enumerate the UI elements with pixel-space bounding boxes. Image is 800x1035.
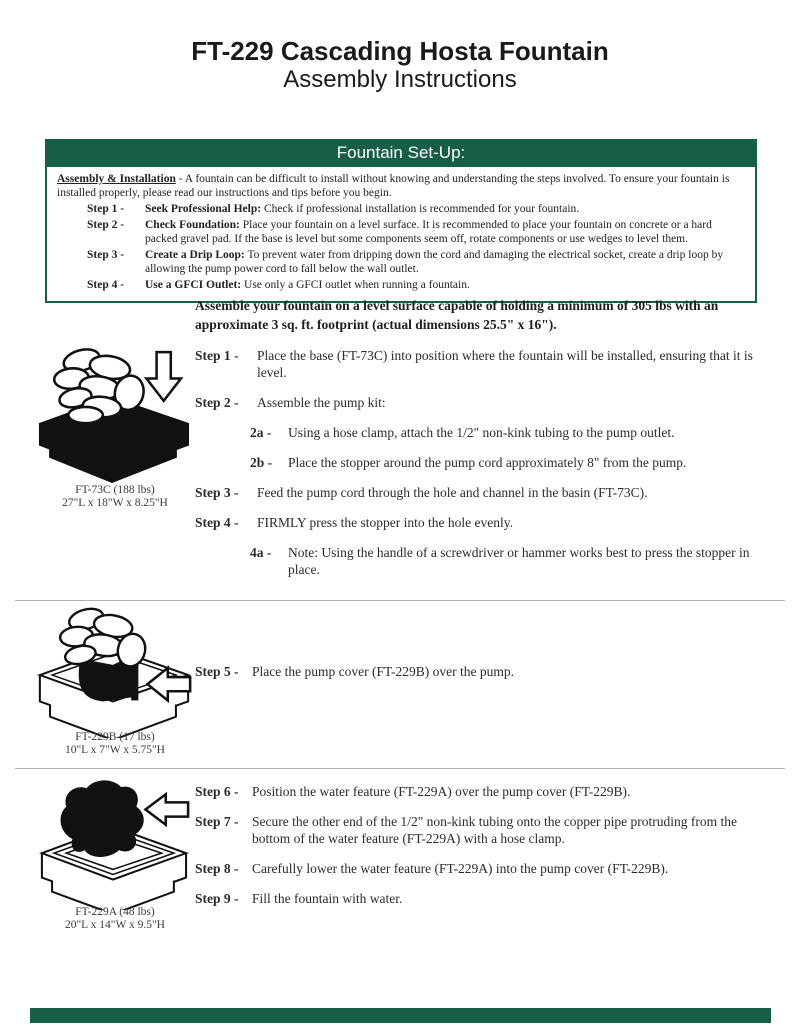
figure-caption-ft73c	[20, 484, 210, 510]
setup-box-header: Fountain Set-Up:	[45, 139, 757, 167]
step-9	[195, 890, 777, 907]
step-text: Secure the other end of the 1/2" non-kink tubing onto the copper pipe protruding from the bottom of the water feature (FT-229A) with a hose clamp.	[252, 814, 738, 846]
setup-step-body: Place your fountain on a level surface. It is recommended to place your fountain on concrete or a hard packed gravel pad. If the base is level but some components seem off, rotate components or use wedges to level them.	[145, 219, 712, 245]
setup-step-1	[87, 202, 745, 216]
figure-ft73c	[30, 340, 198, 489]
step-label: 2a -	[250, 425, 272, 440]
step-text: Place the base (FT-73C) into position where the fountain will be installed, ensuring that it is level.	[257, 348, 753, 380]
setup-step-label: Step 3 -	[87, 249, 125, 261]
caption-model: FT-229B (17 lbs)	[75, 731, 155, 743]
water-feature-shape	[61, 780, 144, 857]
figure-ft229b	[33, 606, 197, 743]
footer-bar	[30, 1008, 771, 1023]
caption-model: FT-73C (188 lbs)	[75, 484, 155, 496]
step-1	[195, 347, 773, 381]
step-label: Step 9 -	[195, 891, 239, 906]
step-2a	[250, 424, 773, 441]
caption-dimensions: 10"L x 7"W x 5.75"H	[64, 744, 165, 756]
setup-step-body: Check if professional installation is recommended for your fountain.	[263, 203, 580, 215]
step-text: Fill the fountain with water.	[252, 891, 403, 906]
step-3	[195, 484, 773, 501]
setup-step-label: Step 1 -	[87, 203, 125, 215]
step-text: Place the stopper around the pump cord approximately 8" from the pump.	[288, 455, 687, 470]
step-label: Step 4 -	[195, 515, 239, 530]
setup-step-title: Seek Professional Help:	[145, 203, 262, 215]
assembly-section-1	[195, 296, 773, 591]
pump-cover-illustration	[33, 606, 197, 738]
step-text: Feed the pump cord through the hole and channel in the basin (FT-73C).	[257, 485, 648, 500]
setup-step-body: Use only a GFCI outlet when running a fountain.	[244, 279, 470, 291]
basin-base-illustration	[30, 340, 198, 484]
step-label: Step 3 -	[195, 485, 239, 500]
water-feature-illustration	[33, 776, 197, 910]
page-title: FT-229 Cascading Hosta Fountain	[191, 36, 609, 66]
step-5	[195, 663, 773, 680]
step-text: Using a hose clamp, attach the 1/2" non-kink tubing to the pump outlet.	[288, 425, 675, 440]
step-4	[195, 514, 773, 531]
step-6	[195, 783, 777, 800]
setup-step-body: To prevent water from dripping down the cord and damaging the electrical socket, create a drip loop by allowing the pump power cord to fall below the wall outlet.	[145, 249, 724, 275]
caption-dimensions: 27"L x 18"W x 8.25"H	[62, 497, 168, 509]
step-label: Step 7 -	[195, 814, 239, 829]
setup-step-2	[87, 218, 745, 246]
step-2	[195, 394, 773, 411]
step-7	[195, 813, 777, 847]
figure-caption-ft229b	[20, 731, 210, 757]
page-subtitle: Assembly Instructions	[283, 66, 517, 93]
figure-caption-ft229a	[20, 906, 210, 932]
setup-step-title: Use a GFCI Outlet:	[145, 279, 242, 291]
setup-intro-label: Assembly & Installation	[57, 173, 176, 185]
step-label: Step 6 -	[195, 784, 239, 799]
setup-step-title: Check Foundation:	[145, 219, 240, 231]
setup-step-label: Step 2 -	[87, 219, 125, 231]
setup-step-text	[145, 248, 745, 276]
step-4a	[250, 544, 773, 578]
step-text: Place the pump cover (FT-229B) over the pump.	[252, 664, 514, 679]
step-2b	[250, 454, 773, 471]
setup-step-text	[145, 278, 745, 292]
setup-step-3	[87, 248, 745, 276]
step-label: Step 5 -	[195, 664, 239, 679]
step-text: FIRMLY press the stopper into the hole evenly.	[257, 515, 513, 530]
pump-cover-notch	[131, 662, 138, 701]
step-8	[195, 860, 777, 877]
setup-step-text	[145, 218, 745, 246]
step-text: Note: Using the handle of a screwdriver or hammer works best to press the stopper in place.	[288, 545, 750, 577]
left-arrow-icon	[145, 794, 188, 824]
assembly-intro: Assemble your fountain on a level surface capable of holding a minimum of 305 lbs with an approximate 3 sq. ft. footprint (actual dimensions 25.5" x 16").	[195, 298, 719, 332]
step-label: Step 8 -	[195, 861, 239, 876]
step-text: Assemble the pump kit:	[257, 395, 386, 410]
document-header	[0, 36, 800, 94]
setup-step-title: Create a Drip Loop:	[145, 249, 245, 261]
step-label: Step 2 -	[195, 395, 239, 410]
assembly-section-2	[195, 663, 773, 693]
setup-step-4	[87, 278, 745, 292]
step-text: Carefully lower the water feature (FT-229A) into the pump cover (FT-229B).	[252, 861, 669, 876]
section-divider-2	[15, 768, 785, 769]
section-divider-1	[15, 600, 785, 601]
down-arrow-icon	[146, 352, 180, 401]
setup-box	[45, 139, 757, 303]
caption-dimensions: 20"L x 14"W x 9.5"H	[64, 919, 165, 931]
caption-model: FT-229A (48 lbs)	[75, 906, 155, 918]
setup-intro	[57, 172, 745, 200]
setup-box-body	[45, 167, 757, 303]
setup-intro-text: - A fountain can be difficult to install without knowing and understanding the steps involved. To ensure your fountain is installed properly, please read our instructions and tips before you begin.	[57, 173, 730, 199]
step-label: Step 1 -	[195, 348, 239, 363]
step-label: 4a -	[250, 545, 272, 560]
setup-step-text	[145, 202, 745, 216]
setup-step-label: Step 4 -	[87, 279, 125, 291]
step-label: 2b -	[250, 455, 273, 470]
figure-ft229a	[33, 776, 197, 915]
assembly-section-3	[195, 783, 777, 920]
step-text: Position the water feature (FT-229A) over the pump cover (FT-229B).	[252, 784, 631, 799]
